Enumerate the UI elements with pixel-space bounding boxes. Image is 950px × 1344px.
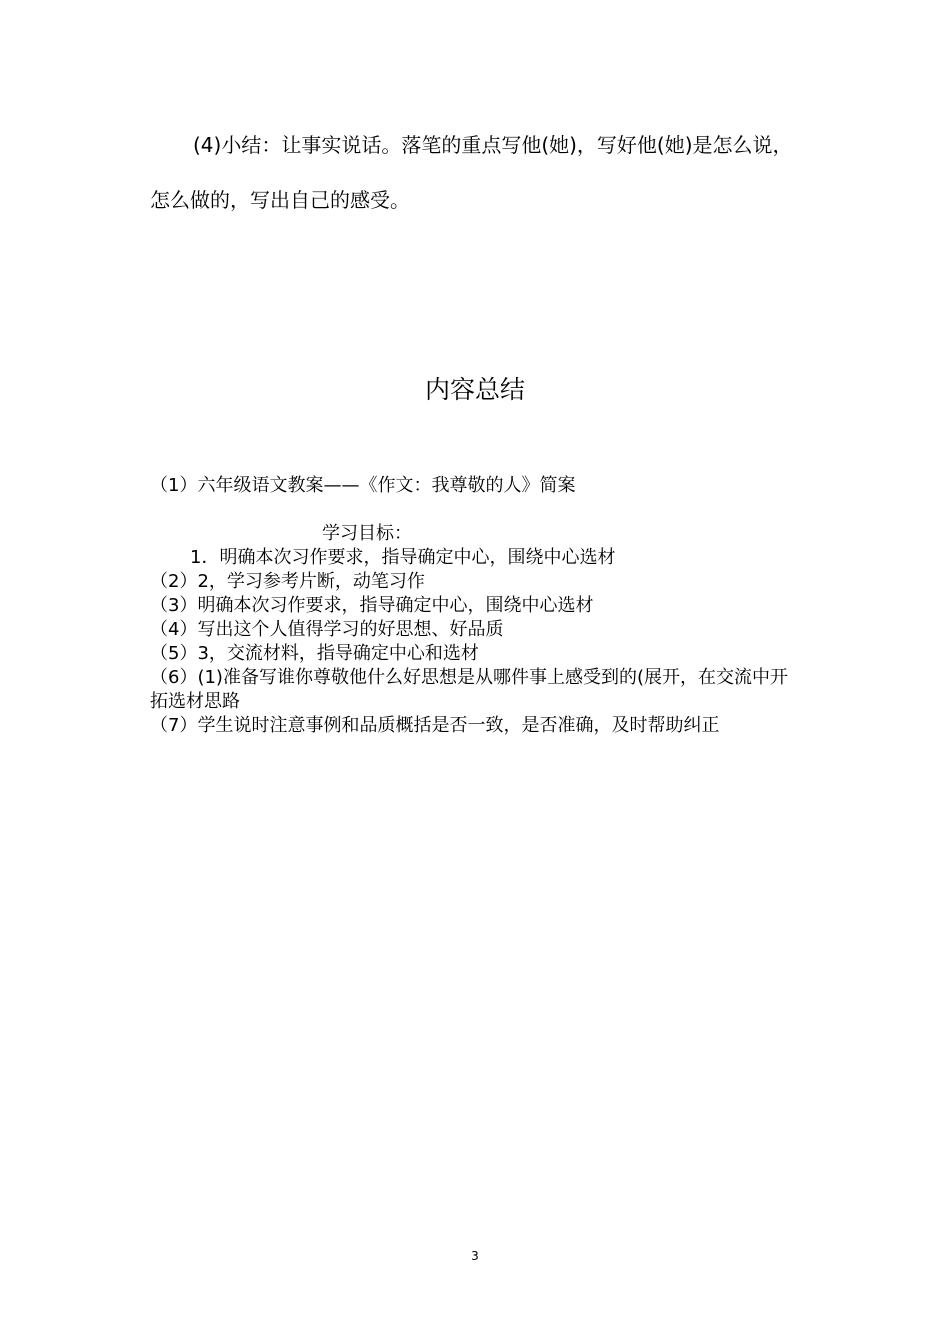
summary-item-6: （6）(1)准备写谁你尊敬他什么好思想是从哪件事上感受到的(展开，在交流中开拓选材思路	[150, 667, 788, 712]
summary-item-7: （7）学生说时注意事例和品质概括是否一致，是否准确，及时帮助纠正	[150, 715, 720, 736]
summary-item-1: （1）六年级语文教案——《作文：我尊敬的人》简案	[150, 475, 576, 496]
learning-goal-1: 1．明确本次习作要求，指导确定中心，围绕中心选材	[190, 547, 616, 568]
summary-item-3: （3）明确本次习作要求，指导确定中心，围绕中心选材	[150, 595, 594, 616]
section-title: 内容总结	[424, 375, 525, 404]
summary-list	[150, 474, 800, 738]
summary-item-5: （5）3，交流材料，指导确定中心和选材	[150, 643, 479, 664]
summary-item-2: （2）2，学习参考片断，动笔习作	[150, 571, 425, 592]
learning-goal-title: 学习目标：	[322, 523, 412, 544]
summary-item-4: （4）写出这个人值得学习的好思想、好品质	[150, 619, 504, 640]
page-number: 3	[471, 1249, 479, 1263]
body-paragraph: (4)小结：让事实说话。落笔的重点写他(她)，写好他(她)是怎么说，怎么做的，写出自己的感受。	[150, 133, 793, 212]
